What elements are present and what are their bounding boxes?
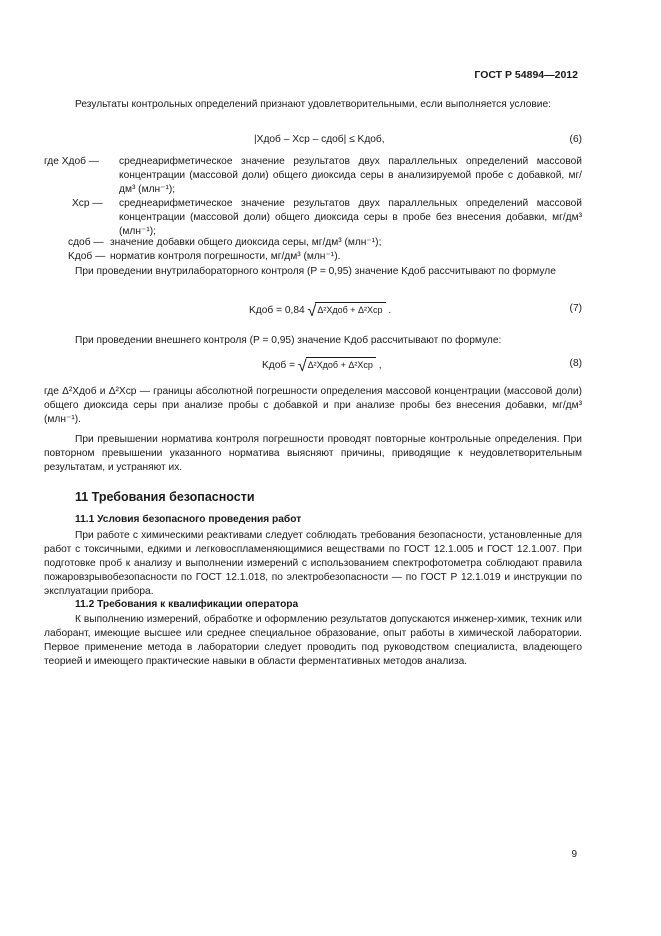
definition-description: норматив контроля погрешности, мг/дм³ (млн⁻¹). (110, 251, 341, 262)
page-number: 9 (571, 849, 577, 860)
formula-7-tail: . (388, 305, 392, 316)
definition-c-dob (44, 236, 582, 250)
definition-k-dob (44, 250, 582, 264)
sqrt-icon: √ (307, 303, 317, 320)
formula-7-number: (7) (569, 303, 582, 314)
paragraph-internal-control: При проведении внутрилабораторного контроля (P = 0,95) значение Kдоб рассчитывают по формуле (75, 266, 556, 277)
definition-x-dob (44, 155, 582, 197)
formula-8-number: (8) (569, 358, 582, 369)
definition-description: среднеарифметическое значение результатов двух параллельных определений массовой концентрации (массовой доли) общего диоксида серы в пробе без внесения добавки, мг/дм³ (млн⁻¹); (119, 198, 582, 237)
formula-7-lhs: Kдоб = 0,84 (249, 305, 305, 316)
formula-8-expression (262, 357, 382, 374)
definition-term: где Xдоб — (44, 156, 99, 167)
definition-term: Xср — (72, 198, 103, 209)
paragraph-intro: Результаты контрольных определений признают удовлетворительными, если выполняется условие: (75, 99, 551, 110)
section-heading-11: 11 Требования безопасности (75, 490, 255, 504)
definition-description: среднеарифметическое значение результатов двух параллельных определений массовой концентрации (массовой доли) общего диоксида серы в анализируемой пробе с добавкой, мг/дм³ (млн⁻¹); (119, 156, 582, 195)
formula-7-expression (249, 302, 391, 319)
definition-term: Kдоб — (68, 251, 106, 262)
formula-6 (44, 133, 582, 153)
formula-7 (44, 302, 582, 322)
subsection-heading-11-1: 11.1 Условия безопасного проведения работ (75, 514, 302, 525)
sqrt-icon: √ (297, 358, 307, 375)
formula-8 (44, 357, 582, 377)
paragraph-repeat: При превышении норматива контроля погрешности проводят повторные контрольные определения. При повторном превышении указанного норматива выясняют причины, приводящие к неудовлетворительным результатам, и устраняют их. (44, 434, 582, 473)
formula-6-expression: |Xдоб – Xср – cдоб| ≤ Kдоб, (254, 134, 385, 145)
formula-8-radicand: Δ²Xдоб + Δ²Xср (306, 357, 376, 372)
definition-description: значение добавки общего диоксида серы, мг/дм³ (млн⁻¹); (110, 237, 382, 248)
paragraph-external-control: При проведении внешнего контроля (P = 0,95) значение Kдоб рассчитывают по формуле: (75, 335, 502, 346)
formula-8-lhs: Kдоб = (262, 360, 296, 371)
paragraph-11-1: При работе с химическими реактивами следует соблюдать требования безопасности, установленные для работ с токсичными, едкими и легковоспламеняющимися веществами по ГОСТ 12.1.005 и ГОСТ 12.1.007. При подготовке проб к анализу и выполнении измерений с использованием спектрофотометра соблюдают правила пожаровзрывобезопасности по ГОСТ 12.1.018, по электробезопасности — по ГОСТ Р 12.1.019 и инструкции по эксплуатации прибора. (44, 530, 582, 597)
paragraph-where-delta: где Δ²Xдоб и Δ²Xср — границы абсолютной погрешности определения массовой концентрации (массовой доли) общего диоксида серы при анализе пробы с добавкой и при анализе пробы без внесения добавки, мг/дм³ (млн⁻¹). (44, 386, 582, 425)
subsection-heading-11-2: 11.2 Требования к квалификации оператора (75, 599, 299, 610)
paragraph-11-2: К выполнению измерений, обработке и оформлению результатов допускаются инженер-химик, техник или лаборант, имеющие высшее или среднее специальное образование, опыт работы в химической лаборатории. Первое применение метода в лаборатории следует проводить под руководством специалиста, владеющего теорией и имеющего практические навыки в области ферментативных методов анализа. (44, 614, 582, 667)
definition-term: cдоб — (68, 237, 104, 248)
document-header: ГОСТ Р 54894—2012 (474, 69, 578, 81)
definition-x-sr (44, 197, 582, 239)
formula-8-tail: , (378, 360, 382, 371)
formula-6-number: (6) (569, 134, 582, 145)
formula-7-radicand: Δ²Xдоб + Δ²Xср (315, 302, 385, 317)
